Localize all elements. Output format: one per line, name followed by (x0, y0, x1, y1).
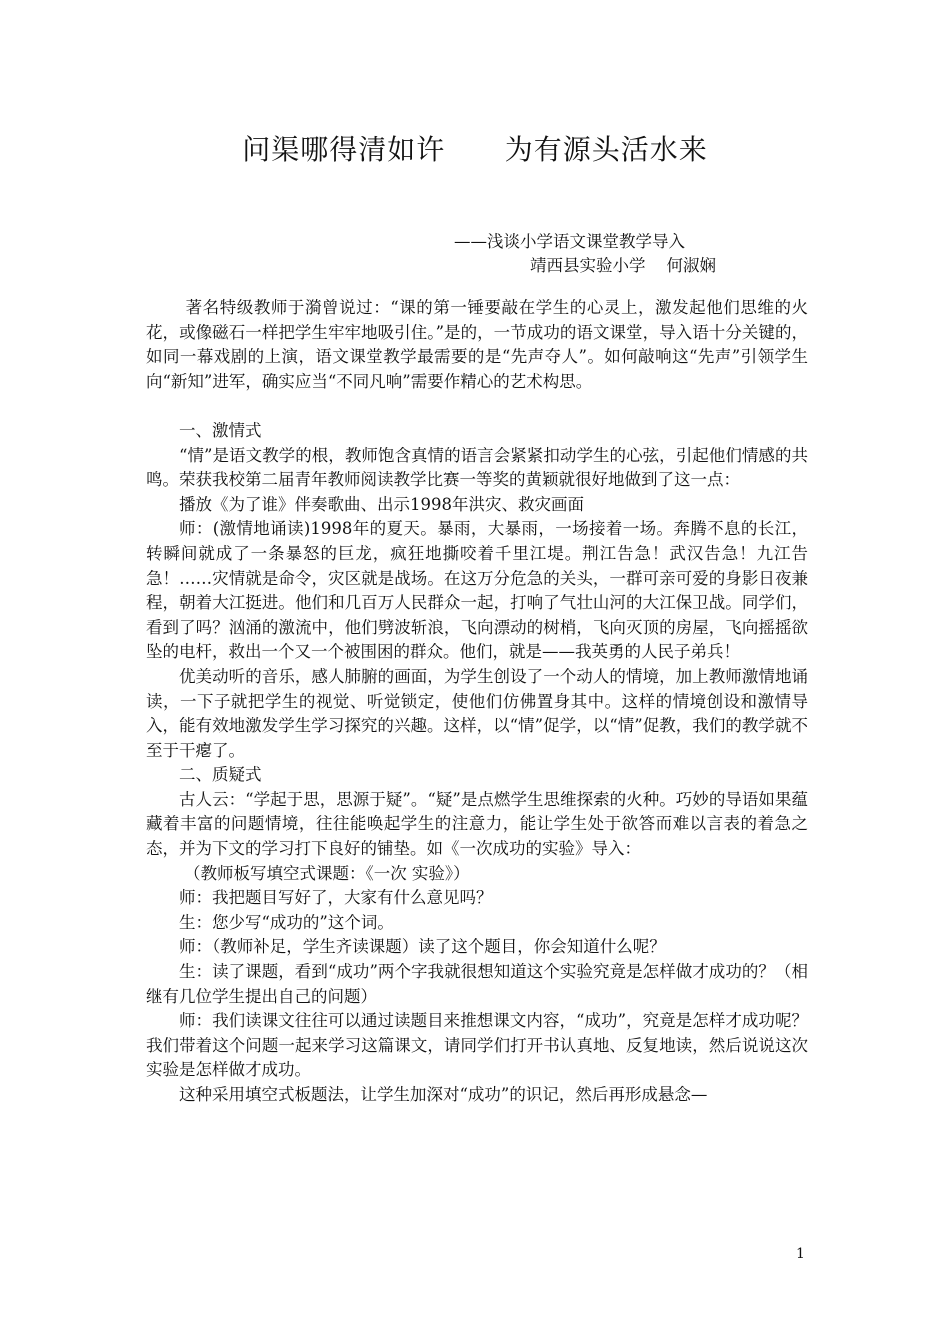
paragraph: 师：(激情地诵读)1998年的夏天。暴雨，大暴雨，一场接着一场。奔腾不息的长江，转瞬间就成了一条暴怒的巨龙，疯狂地撕咬着千里江堤。荆江告急！武汉告急！九江告急！……灾情就是命令，灾区就是战场。在这万分危急的关头，一群可亲可爱的身影日夜兼程，朝着大江挺进。他们和几百万人民群众一起，打响了气壮山河的大江保卫战。同学们，看到了吗？汹涌的激流中，他们劈波斩浪，飞向漂动的树梢，飞向灭顶的房屋，飞向摇摇欲坠的电杆，救出一个又一个被围困的群众。他们，就是——我英勇的人民子弟兵！ (146, 519, 808, 662)
paragraph: “情”是语文教学的根，教师饱含真情的语言会紧紧扣动学生的心弦，引起他们情感的共鸣。荣获我校第二届青年教师阅读教学比赛一等奖的黄颖就很好地做到了这一点： (146, 445, 808, 490)
section-heading: 二、质疑式 (179, 765, 262, 785)
paragraph: 师：我们读课文往往可以通过读题目来推想课文内容，“成功”，究竟是怎样才成功呢？我们带着这个问题一起来学习这篇课文，请同学们打开书认真地、反复地读，然后说说这次实验是怎样做才成功。 (146, 1011, 808, 1080)
paragraph: 优美动听的音乐，感人肺腑的画面，为学生创设了一个动人的情境，加上教师激情地诵读，一下子就把学生的视觉、听觉锁定，使他们仿佛置身其中。这样的情境创设和激情导入，能有效地激发学生学习探究的兴趣。这样，以“情”促学，以“情”促教，我们的教学就不至于干瘪了。 (146, 666, 808, 760)
document-title: 问渠哪得清如许 为有源头活水来 (242, 133, 708, 166)
paragraph: 师：（教师补足，学生齐读课题）读了这个题目，你会知道什么呢？ (179, 937, 666, 957)
paragraph-intro: 著名特级教师于漪曾说过：“课的第一锤要敲在学生的心灵上，激发起他们思维的火花，或像磁石一样把学生牢牢地吸引住。”是的，一节成功的语文课堂，导入语十分关键的，如同一幕戏剧的上演，语文课堂教学最需要的是“先声夺人”。如何敲响这“先声”引领学生向“新知”进军，确实应当“不同凡响”需要作精心的艺术构思。 (146, 298, 808, 391)
paragraph: 古人云：“学起于思，思源于疑”。“疑”是点燃学生思维探索的火种。巧妙的导语如果蕴藏着丰富的问题情境，往往能唤起学生的注意力，能让学生处于欲答而难以言表的着急之态，并为下文的学习打下良好的铺垫。如《一次成功的实验》导入： (146, 789, 808, 859)
paragraph: （教师板写填空式课题：《一次 实验》） (183, 863, 470, 883)
section-heading: 一、激情式 (179, 420, 262, 440)
document-body (146, 296, 808, 1108)
paragraph: 生：您少写“成功的”这个词。 (179, 912, 394, 932)
paragraph: 播放《为了谁》伴奏歌曲、出示1998年洪灾、救灾画面 (179, 494, 584, 514)
paragraph: 师：我把题目写好了，大家有什么意见吗？ (179, 888, 493, 908)
paragraph: 这种采用填空式板题法，让学生加深对“成功”的识记，然后再形成悬念— (179, 1085, 708, 1104)
author-line: 靖西县实验小学 何淑娴 (530, 256, 716, 275)
paragraph: 生：读了课题，看到“成功”两个字我就很想知道这个实验究竟是怎样做才成功的？（相继有几位学生提出自己的问题） (146, 962, 808, 1006)
document-subtitle: ——浅谈小学语文课堂教学导入 (454, 232, 685, 251)
page-number: 1 (796, 1246, 805, 1262)
